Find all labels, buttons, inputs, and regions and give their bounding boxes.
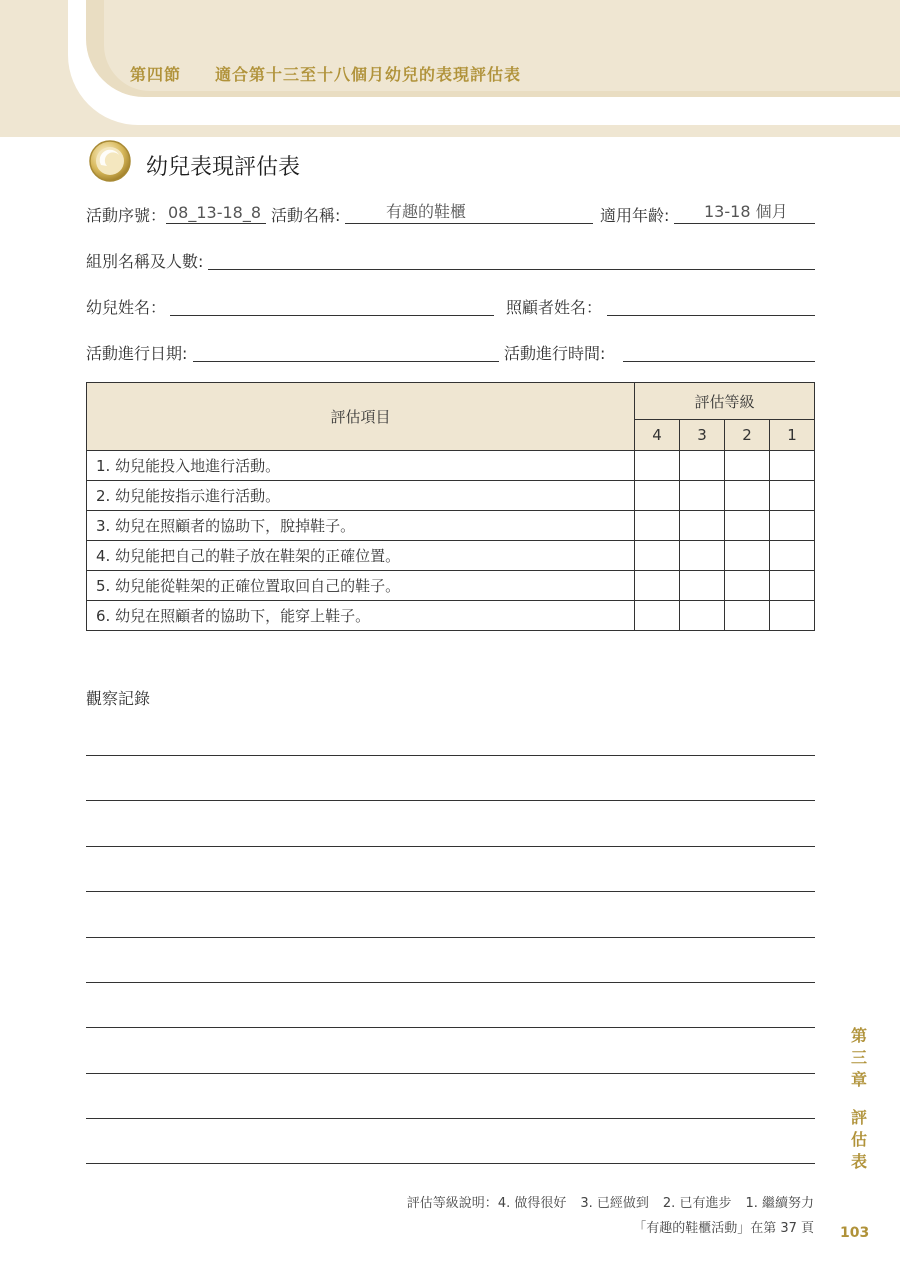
score-cell[interactable] xyxy=(635,511,680,541)
score-cell[interactable] xyxy=(725,601,770,631)
activity-reference: 「有趣的鞋櫃活動」在第 37 頁 xyxy=(633,1221,814,1236)
activity-name-field[interactable] xyxy=(345,203,593,224)
item-header: 評估項目 xyxy=(87,383,635,451)
child-name-field[interactable] xyxy=(170,295,494,316)
item-text: 2. 幼兒能按指示進行活動。 xyxy=(87,481,635,511)
score-cell[interactable] xyxy=(770,601,815,631)
chapter-char: 章 xyxy=(850,1070,867,1089)
activity-name-label: 活動名稱: xyxy=(271,206,341,225)
table-row xyxy=(87,601,815,631)
item-text: 3. 幼兒在照顧者的協助下，脫掉鞋子。 xyxy=(87,511,635,541)
score-cell[interactable] xyxy=(635,481,680,511)
score-cell[interactable] xyxy=(770,451,815,481)
grade-2-header: 2 xyxy=(725,420,770,451)
age-label: 適用年齡: xyxy=(600,206,670,225)
grade-4-header: 4 xyxy=(635,420,680,451)
table-row xyxy=(87,511,815,541)
observation-line[interactable] xyxy=(86,1118,815,1119)
score-cell[interactable] xyxy=(635,601,680,631)
chapter-side-tab xyxy=(846,1025,872,1173)
chapter-name-char: 評 xyxy=(850,1108,867,1127)
observation-line[interactable] xyxy=(86,982,815,983)
section-number: 第四節 xyxy=(130,65,182,84)
date-field[interactable] xyxy=(193,341,499,362)
table-row xyxy=(87,481,815,511)
observation-line[interactable] xyxy=(86,891,815,892)
chapter-char: 第 xyxy=(850,1026,867,1045)
table-row xyxy=(87,571,815,601)
observation-line[interactable] xyxy=(86,755,815,756)
time-label: 活動進行時間: xyxy=(504,344,606,363)
chapter-char: 三 xyxy=(850,1048,867,1067)
table-row xyxy=(87,451,815,481)
score-cell[interactable] xyxy=(725,541,770,571)
activity-name-value: 有趣的鞋櫃 xyxy=(386,202,467,221)
observation-line[interactable] xyxy=(86,846,815,847)
carer-name-label: 照顧者姓名： xyxy=(506,298,603,317)
score-cell[interactable] xyxy=(635,571,680,601)
item-text: 4. 幼兒能把自己的鞋子放在鞋架的正確位置。 xyxy=(87,541,635,571)
form-title: 幼兒表現評估表 xyxy=(146,155,301,180)
info-row-group xyxy=(86,249,815,271)
grade-header: 評估等級 xyxy=(635,383,815,420)
age-value: 13-18 個月 xyxy=(704,202,788,221)
score-cell[interactable] xyxy=(725,451,770,481)
page-number: 103 xyxy=(840,1225,870,1241)
legend-item: 4. 做得很好 xyxy=(497,1196,567,1211)
observation-line[interactable] xyxy=(86,1027,815,1028)
activity-no-value: 08_13-18_8 xyxy=(168,203,262,222)
score-cell[interactable] xyxy=(770,571,815,601)
activity-no-field[interactable] xyxy=(166,203,266,224)
table-row xyxy=(87,541,815,571)
score-cell[interactable] xyxy=(635,541,680,571)
item-text: 5. 幼兒能從鞋架的正確位置取回自己的鞋子。 xyxy=(87,571,635,601)
score-cell[interactable] xyxy=(680,541,725,571)
chapter-name-char: 表 xyxy=(850,1152,867,1171)
child-name-label: 幼兒姓名： xyxy=(86,298,167,317)
activity-no-label: 活動序號： xyxy=(86,206,167,225)
score-cell[interactable] xyxy=(725,571,770,601)
observation-line[interactable] xyxy=(86,1073,815,1074)
item-text: 1. 幼兒能投入地進行活動。 xyxy=(87,451,635,481)
grade-3-header: 3 xyxy=(680,420,725,451)
legend-item: 2. 已有進步 xyxy=(662,1196,732,1211)
legend-item: 3. 已經做到 xyxy=(580,1196,649,1211)
info-row-names xyxy=(86,295,815,317)
carer-name-field[interactable] xyxy=(607,295,815,316)
grade-1-header: 1 xyxy=(770,420,815,451)
score-cell[interactable] xyxy=(725,481,770,511)
score-cell[interactable] xyxy=(680,511,725,541)
score-cell[interactable] xyxy=(680,571,725,601)
score-cell[interactable] xyxy=(680,451,725,481)
age-field[interactable] xyxy=(674,203,815,224)
score-cell[interactable] xyxy=(770,481,815,511)
section-heading xyxy=(130,62,521,85)
title-bullet-icon xyxy=(89,140,131,182)
evaluation-table xyxy=(86,382,815,631)
score-cell[interactable] xyxy=(770,541,815,571)
item-text: 6. 幼兒在照顧者的協助下，能穿上鞋子。 xyxy=(87,601,635,631)
score-cell[interactable] xyxy=(725,511,770,541)
observation-title: 觀察記錄 xyxy=(86,689,151,708)
score-cell[interactable] xyxy=(770,511,815,541)
time-field[interactable] xyxy=(623,341,815,362)
observation-line[interactable] xyxy=(86,1163,815,1164)
chapter-name-char: 估 xyxy=(850,1130,867,1149)
info-row-datetime xyxy=(86,341,815,363)
date-label: 活動進行日期: xyxy=(86,344,188,363)
observation-line[interactable] xyxy=(86,937,815,938)
section-title: 適合第十三至十八個月幼兒的表現評估表 xyxy=(215,65,522,84)
legend-item: 1. 繼續努力 xyxy=(745,1196,814,1211)
score-cell[interactable] xyxy=(680,481,725,511)
group-label: 組別名稱及人數: xyxy=(86,252,204,271)
observation-line[interactable] xyxy=(86,800,815,801)
score-cell[interactable] xyxy=(680,601,725,631)
legend-label: 評估等級說明： xyxy=(406,1196,498,1211)
score-cell[interactable] xyxy=(635,451,680,481)
group-field[interactable] xyxy=(208,249,815,270)
grade-legend xyxy=(407,1192,814,1211)
info-row-activity xyxy=(86,203,815,225)
